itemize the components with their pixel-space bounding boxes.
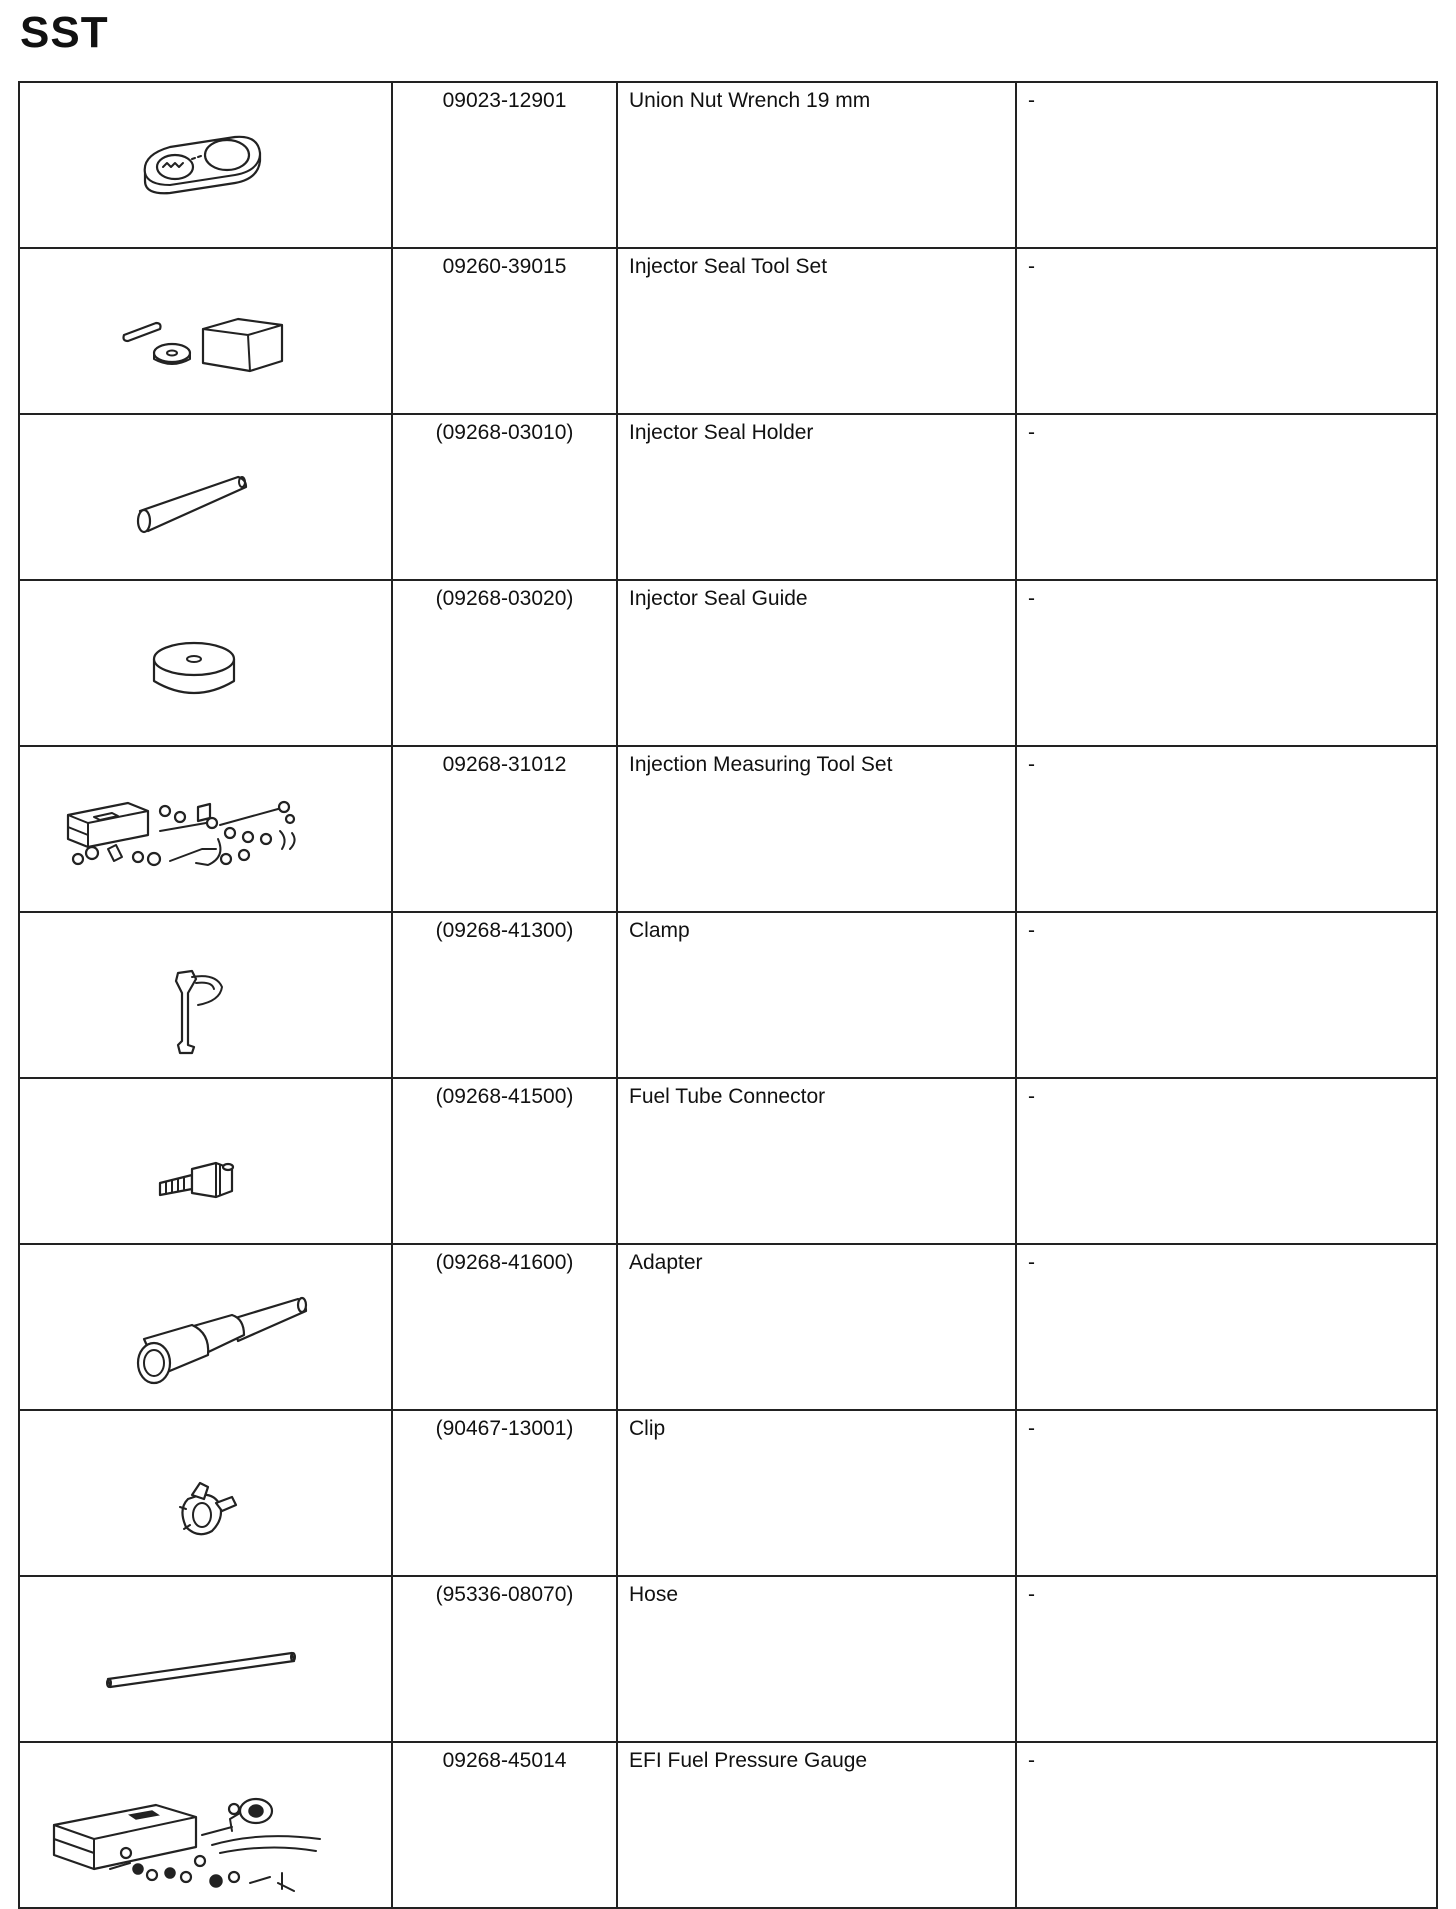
tool-note: -	[1016, 82, 1437, 248]
clip-icon	[20, 1411, 391, 1569]
tool-name: Injector Seal Holder	[617, 414, 1016, 580]
table-row	[19, 248, 1437, 414]
tool-illustration-cell	[19, 912, 392, 1078]
fuel-tube-connector-icon	[20, 1079, 391, 1237]
part-number: (90467-13001)	[392, 1410, 617, 1576]
sst-table	[18, 81, 1438, 1909]
tool-name: Injector Seal Guide	[617, 580, 1016, 746]
tool-name: Injection Measuring Tool Set	[617, 746, 1016, 912]
hose-icon	[20, 1577, 391, 1735]
tool-illustration-cell	[19, 1078, 392, 1244]
part-number: 09023-12901	[392, 82, 617, 248]
adapter-icon	[20, 1245, 391, 1403]
tool-note: -	[1016, 746, 1437, 912]
part-number: (09268-41500)	[392, 1078, 617, 1244]
tool-note: -	[1016, 1742, 1437, 1908]
tool-illustration-cell	[19, 82, 392, 248]
table-row	[19, 746, 1437, 912]
tool-illustration-cell	[19, 746, 392, 912]
part-number: (95336-08070)	[392, 1576, 617, 1742]
tool-note: -	[1016, 1410, 1437, 1576]
tool-illustration-cell	[19, 1742, 392, 1908]
tool-note: -	[1016, 580, 1437, 746]
tool-note: -	[1016, 414, 1437, 580]
injector-seal-tool-set-icon	[20, 249, 391, 407]
part-number: (09268-41300)	[392, 912, 617, 1078]
tool-name: Clip	[617, 1410, 1016, 1576]
tool-name: Fuel Tube Connector	[617, 1078, 1016, 1244]
tool-note: -	[1016, 1576, 1437, 1742]
table-row	[19, 1576, 1437, 1742]
table-row	[19, 1078, 1437, 1244]
clamp-icon	[20, 913, 391, 1071]
table-row	[19, 1742, 1437, 1908]
tool-illustration-cell	[19, 580, 392, 746]
table-row	[19, 1244, 1437, 1410]
tool-illustration-cell	[19, 1244, 392, 1410]
union-nut-wrench-icon	[20, 83, 391, 241]
tool-illustration-cell	[19, 248, 392, 414]
part-number: 09268-31012	[392, 746, 617, 912]
tool-name: Hose	[617, 1576, 1016, 1742]
page-title: SST	[20, 8, 109, 57]
table-row	[19, 912, 1437, 1078]
part-number: (09268-03010)	[392, 414, 617, 580]
injection-measuring-tool-set-icon	[20, 747, 391, 905]
tool-name: Injector Seal Tool Set	[617, 248, 1016, 414]
part-number: (09268-41600)	[392, 1244, 617, 1410]
tool-note: -	[1016, 1078, 1437, 1244]
injector-seal-guide-icon	[20, 581, 391, 739]
injector-seal-holder-icon	[20, 415, 391, 573]
tool-note: -	[1016, 1244, 1437, 1410]
tool-illustration-cell	[19, 414, 392, 580]
tool-illustration-cell	[19, 1576, 392, 1742]
table-row	[19, 1410, 1437, 1576]
tool-name: EFI Fuel Pressure Gauge	[617, 1742, 1016, 1908]
part-number: (09268-03020)	[392, 580, 617, 746]
tool-name: Clamp	[617, 912, 1016, 1078]
tool-note: -	[1016, 248, 1437, 414]
efi-fuel-pressure-gauge-icon	[20, 1743, 391, 1901]
tool-name: Union Nut Wrench 19 mm	[617, 82, 1016, 248]
tool-name: Adapter	[617, 1244, 1016, 1410]
table-row	[19, 82, 1437, 248]
tool-note: -	[1016, 912, 1437, 1078]
part-number: 09260-39015	[392, 248, 617, 414]
table-row	[19, 414, 1437, 580]
table-row	[19, 580, 1437, 746]
part-number: 09268-45014	[392, 1742, 617, 1908]
tool-illustration-cell	[19, 1410, 392, 1576]
